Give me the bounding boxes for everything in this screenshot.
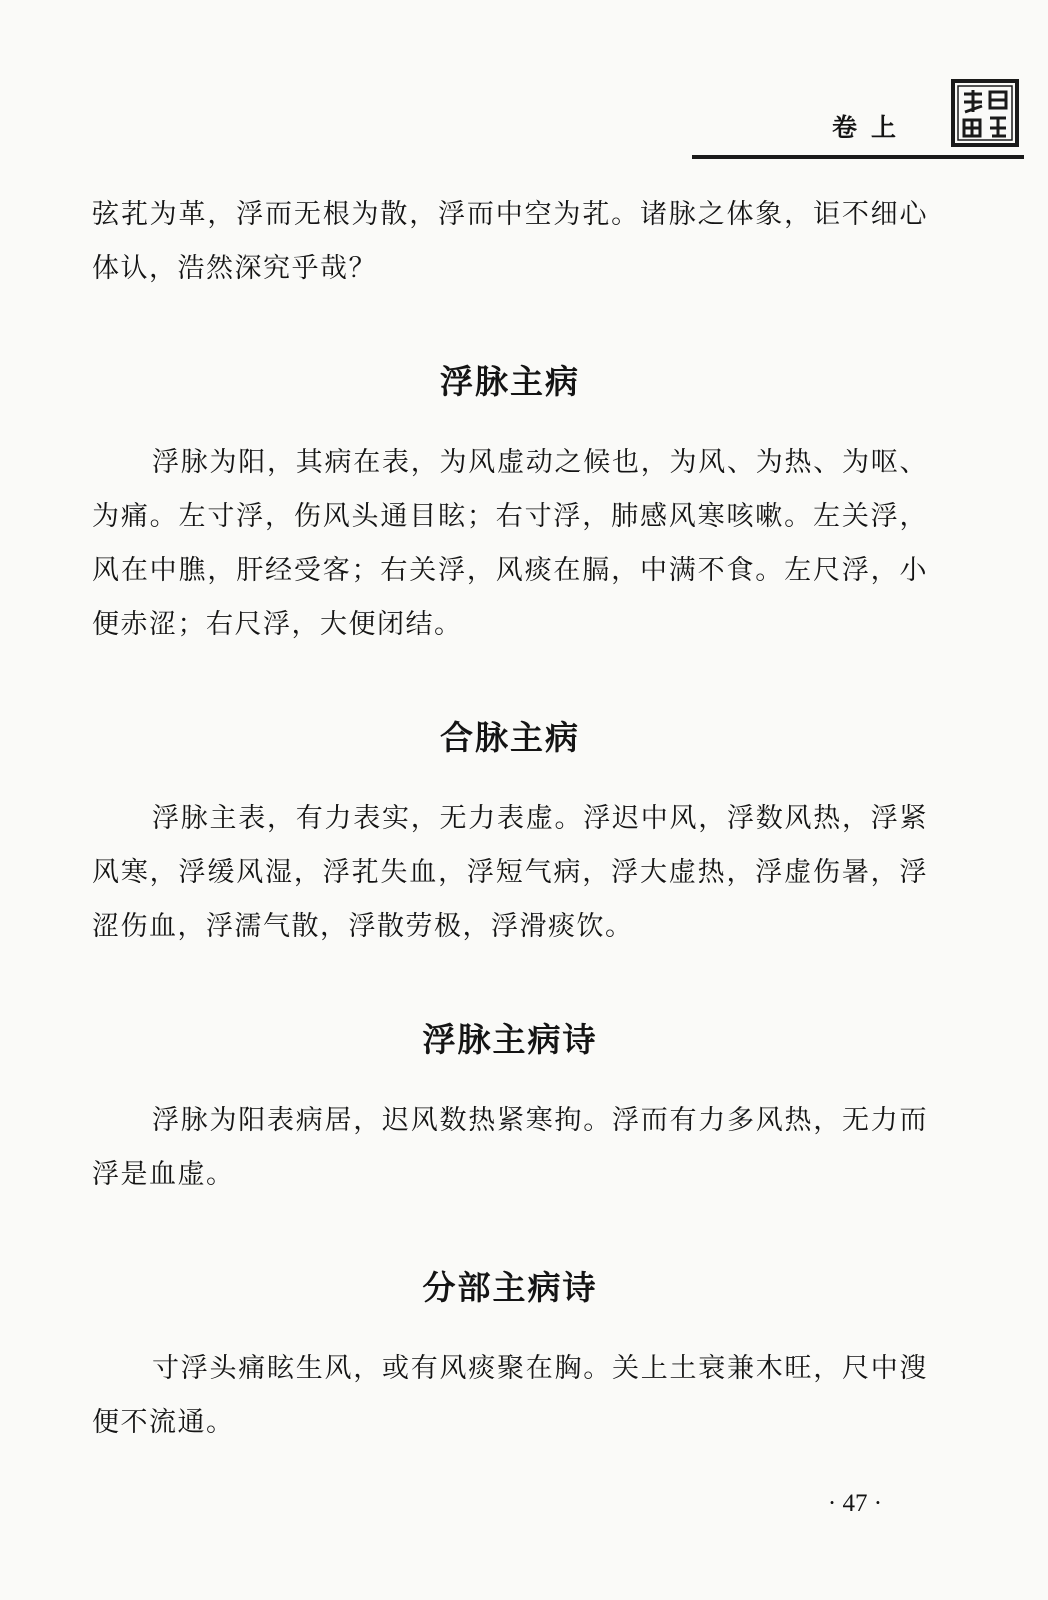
- section-heading: 浮脉主病: [440, 362, 580, 401]
- continuation-paragraph: 弦芤为革，浮而无根为散，浮而中空为芤。诸脉之体象，讵不细心体认，浩然深究乎哉？: [92, 199, 928, 284]
- page-number: · 47 ·: [827, 1490, 883, 1517]
- header-rule: [692, 155, 1024, 159]
- running-head: 卷上: [832, 113, 911, 142]
- section-heading: 浮脉主病诗: [422, 1020, 598, 1059]
- section-paragraph: 浮脉为阳，其病在表，为风虚动之候也，为风、为热、为呕、为痛。左寸浮，伤风头通目眩；右寸浮，肺感风寒咳嗽。左关浮，风在中膲，肝经受客；右关浮，风痰在膈，中满不食。左尺浮，小便赤涩；右尺浮，大便闭结。: [92, 447, 928, 640]
- page-body: [92, 188, 928, 1450]
- section-heading: 合脉主病: [440, 718, 580, 757]
- section-heading: 分部主病诗: [422, 1268, 598, 1307]
- seal-stamp-icon: [950, 78, 1020, 148]
- page-header: [0, 0, 1048, 170]
- section-paragraph: 浮脉为阳表病居，迟风数热紧寒拘。浮而有力多风热，无力而浮是血虚。: [92, 1105, 928, 1190]
- section-paragraph: 寸浮头痛眩生风，或有风痰聚在胸。关上土衰兼木旺，尺中溲便不流通。: [92, 1353, 928, 1438]
- section-paragraph: 浮脉主表，有力表实，无力表虚。浮迟中风，浮数风热，浮紧风寒，浮缓风湿，浮芤失血，浮短气病，浮大虚热，浮虚伤暑，浮涩伤血，浮濡气散，浮散劳极，浮滑痰饮。: [92, 803, 928, 942]
